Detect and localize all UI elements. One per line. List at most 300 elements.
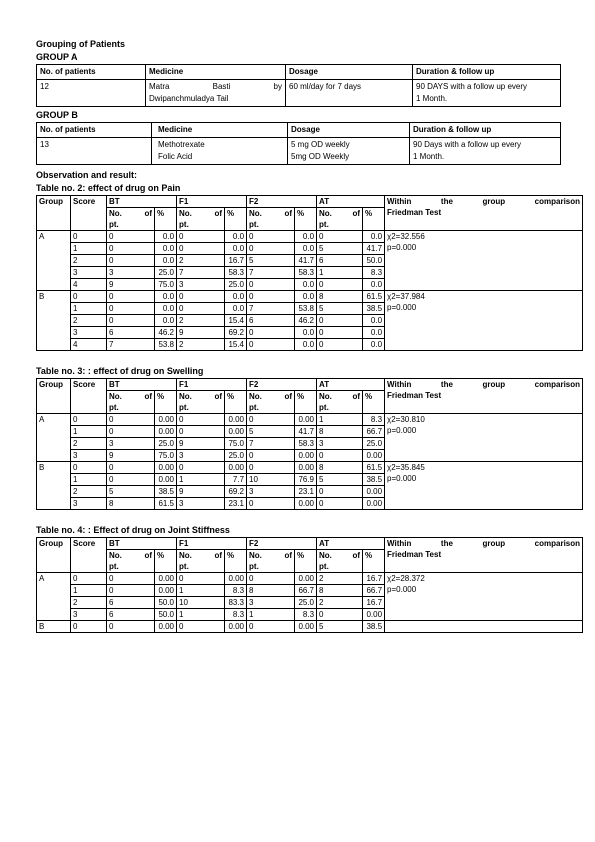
count-cell: 0 — [107, 462, 155, 474]
duration-header: Duration & follow up — [413, 65, 561, 80]
at-header: AT — [317, 379, 385, 391]
duration-header: Duration & follow up — [410, 123, 561, 138]
percent-header: % — [363, 550, 385, 573]
score-cell: 1 — [71, 243, 107, 255]
no-of-label: No. of — [179, 209, 223, 218]
dosage-line-1: 5 mg OD weekly — [291, 140, 350, 149]
percent-cell: 50.0 — [155, 609, 177, 621]
chi-square-value: χ2=28.372 — [387, 574, 425, 583]
percent-cell: 75.0 — [225, 438, 247, 450]
count-cell: 3 — [177, 498, 225, 510]
percent-cell: 0.00 — [155, 462, 177, 474]
patients-header: No. of patients — [37, 123, 152, 138]
percent-cell: 0.0 — [363, 315, 385, 327]
count-cell: 2 — [317, 597, 363, 609]
percent-cell: 75.0 — [155, 450, 177, 462]
group-b-title: GROUP B — [36, 110, 78, 120]
group-a-header-row — [37, 65, 561, 80]
percent-cell: 61.5 — [363, 291, 385, 303]
count-cell: 3 — [107, 438, 155, 450]
percent-cell: 83.3 — [225, 597, 247, 609]
duration-line-2: 1 Month. — [416, 94, 448, 103]
score-cell: 2 — [71, 255, 107, 267]
count-cell: 5 — [317, 303, 363, 315]
percent-cell: 38.5 — [363, 474, 385, 486]
count-cell: 0 — [247, 450, 295, 462]
count-cell: 2 — [177, 255, 225, 267]
bt-header: BT — [107, 538, 177, 550]
percent-cell: 66.7 — [363, 426, 385, 438]
percent-cell: 16.7 — [363, 597, 385, 609]
percent-cell: 0.00 — [363, 450, 385, 462]
count-cell: 0 — [177, 231, 225, 243]
no-of-label: No. of — [179, 551, 223, 560]
duration-line-1: 90 DAYS with a follow up every — [416, 82, 528, 91]
f2-header: F2 — [247, 196, 317, 208]
p-value: p=0.000 — [387, 474, 417, 483]
p-value: p=0.000 — [387, 243, 417, 252]
percent-cell: 0.00 — [225, 462, 247, 474]
bt-header: BT — [107, 379, 177, 391]
count-cell: 0 — [107, 474, 155, 486]
count-cell: 0 — [247, 231, 295, 243]
count-cell: 7 — [107, 339, 155, 351]
count-cell: 0 — [107, 255, 155, 267]
no-of-label: No. of — [249, 551, 293, 560]
count-cell: 5 — [247, 255, 295, 267]
count-cell: 1 — [177, 609, 225, 621]
count-cell: 0 — [247, 327, 295, 339]
count-cell: 9 — [107, 279, 155, 291]
medicine-line-1: Methotrexate — [158, 140, 205, 149]
pt-label: pt. — [249, 562, 259, 571]
percent-cell: 58.3 — [225, 267, 247, 279]
percent-cell: 0.00 — [155, 573, 177, 585]
count-cell: 9 — [107, 450, 155, 462]
dosage-header: Dosage — [286, 65, 413, 80]
count-cell: 8 — [247, 585, 295, 597]
no-of-pt-header — [317, 550, 363, 573]
count-cell: 0 — [317, 279, 363, 291]
table-row — [37, 621, 583, 633]
percent-cell: 16.7 — [363, 573, 385, 585]
score-cell: 1 — [71, 426, 107, 438]
count-cell: 10 — [247, 474, 295, 486]
percent-cell: 69.2 — [225, 327, 247, 339]
friedman-cell — [385, 462, 583, 510]
count-cell: 0 — [107, 414, 155, 426]
count-cell: 0 — [177, 573, 225, 585]
score-header: Score — [71, 538, 107, 573]
count-cell: 3 — [177, 279, 225, 291]
duration-line-2: 1 Month. — [413, 152, 445, 161]
percent-header: % — [225, 391, 247, 414]
percent-cell: 50.0 — [155, 597, 177, 609]
percent-cell: 41.7 — [295, 255, 317, 267]
count-cell: 0 — [317, 609, 363, 621]
count-cell: 9 — [177, 327, 225, 339]
pt-label: pt. — [319, 403, 329, 412]
at-header: AT — [317, 196, 385, 208]
count-cell: 8 — [317, 585, 363, 597]
count-cell: 2 — [317, 573, 363, 585]
table-row — [37, 231, 583, 243]
within-group-label: Within the group comparison — [387, 197, 581, 206]
percent-cell: 0.0 — [363, 231, 385, 243]
percent-cell: 0.0 — [295, 243, 317, 255]
dosage-cell: 60 ml/day for 7 days — [286, 80, 413, 107]
header-row — [37, 379, 583, 391]
count-cell: 0 — [177, 462, 225, 474]
percent-cell: 0.00 — [155, 426, 177, 438]
pt-label: pt. — [249, 403, 259, 412]
count-cell: 9 — [177, 486, 225, 498]
percent-cell: 38.5 — [155, 486, 177, 498]
count-cell: 2 — [177, 339, 225, 351]
count-cell: 0 — [317, 498, 363, 510]
no-of-pt-header — [177, 391, 225, 414]
patients-cell: 12 — [37, 80, 146, 107]
percent-cell: 8.3 — [225, 609, 247, 621]
medicine-cell — [146, 80, 286, 107]
percent-cell: 0.00 — [225, 573, 247, 585]
percent-cell: 25.0 — [225, 279, 247, 291]
within-group-label: Within the group comparison — [387, 539, 581, 548]
within-group-header — [385, 379, 583, 414]
count-cell: 0 — [107, 585, 155, 597]
count-cell: 0 — [107, 231, 155, 243]
pt-label: pt. — [319, 562, 329, 571]
no-of-label: No. of — [179, 392, 223, 401]
medicine-header: Medicine — [152, 123, 288, 138]
group-b-header-row — [37, 123, 561, 138]
percent-cell: 38.5 — [363, 303, 385, 315]
score-cell: 2 — [71, 315, 107, 327]
count-cell: 9 — [177, 438, 225, 450]
count-cell: 0 — [247, 498, 295, 510]
count-cell: 2 — [177, 315, 225, 327]
count-cell: 0 — [247, 462, 295, 474]
chi-square-value: χ2=35.845 — [387, 463, 425, 472]
count-cell: 5 — [317, 474, 363, 486]
f2-header: F2 — [247, 538, 317, 550]
percent-cell: 0.00 — [225, 621, 247, 633]
count-cell: 0 — [177, 414, 225, 426]
count-cell: 0 — [107, 573, 155, 585]
score-cell: 0 — [71, 414, 107, 426]
percent-cell: 0.0 — [225, 231, 247, 243]
percent-cell: 0.0 — [295, 279, 317, 291]
count-cell: 0 — [107, 291, 155, 303]
table-row — [37, 573, 583, 585]
score-header: Score — [71, 379, 107, 414]
count-cell: 0 — [177, 243, 225, 255]
observation-table — [36, 537, 583, 633]
percent-cell: 0.00 — [155, 585, 177, 597]
percent-cell: 41.7 — [363, 243, 385, 255]
percent-cell: 0.00 — [363, 486, 385, 498]
percent-cell: 0.00 — [155, 621, 177, 633]
percent-cell: 8.3 — [225, 585, 247, 597]
duration-line-1: 90 Days with a follow up every — [413, 140, 522, 149]
percent-cell: 58.3 — [295, 267, 317, 279]
no-of-pt-header — [107, 391, 155, 414]
percent-cell: 25.0 — [295, 597, 317, 609]
percent-cell: 0.00 — [363, 609, 385, 621]
count-cell: 3 — [247, 486, 295, 498]
table-row — [37, 462, 583, 474]
count-cell: 3 — [107, 267, 155, 279]
percent-cell: 15.4 — [225, 339, 247, 351]
count-cell: 0 — [247, 279, 295, 291]
percent-header: % — [363, 208, 385, 231]
percent-header: % — [295, 550, 317, 573]
percent-cell: 15.4 — [225, 315, 247, 327]
count-cell: 0 — [107, 243, 155, 255]
grouping-title: Grouping of Patients — [36, 39, 125, 49]
pt-label: pt. — [319, 220, 329, 229]
friedman-cell — [385, 414, 583, 462]
percent-cell: 25.0 — [155, 438, 177, 450]
group-cell: B — [37, 291, 71, 351]
percent-header: % — [155, 550, 177, 573]
count-cell: 0 — [107, 426, 155, 438]
percent-cell: 0.00 — [295, 414, 317, 426]
percent-cell: 8.3 — [363, 414, 385, 426]
within-group-header — [385, 196, 583, 231]
count-cell: 0 — [107, 315, 155, 327]
percent-cell: 0.00 — [295, 621, 317, 633]
score-cell: 3 — [71, 450, 107, 462]
score-cell: 3 — [71, 327, 107, 339]
percent-cell: 25.0 — [155, 267, 177, 279]
count-cell: 8 — [107, 498, 155, 510]
friedman-label: Friedman Test — [387, 208, 442, 217]
patients-header: No. of patients — [37, 65, 146, 80]
percent-cell: 25.0 — [225, 450, 247, 462]
medicine-cell — [152, 138, 288, 165]
count-cell: 6 — [107, 597, 155, 609]
percent-cell: 0.0 — [295, 291, 317, 303]
percent-cell: 46.2 — [155, 327, 177, 339]
score-header: Score — [71, 196, 107, 231]
percent-cell: 0.0 — [363, 327, 385, 339]
no-of-pt-header — [177, 550, 225, 573]
pt-label: pt. — [179, 220, 189, 229]
percent-header: % — [155, 208, 177, 231]
percent-cell: 23.1 — [295, 486, 317, 498]
chi-square-value: χ2=30.810 — [387, 415, 425, 424]
count-cell: 7 — [247, 267, 295, 279]
count-cell: 3 — [247, 597, 295, 609]
score-cell: 4 — [71, 279, 107, 291]
count-cell: 7 — [247, 303, 295, 315]
count-cell: 6 — [317, 255, 363, 267]
medicine-line-1: Matra Basti by — [149, 82, 282, 91]
score-cell: 3 — [71, 609, 107, 621]
bt-header: BT — [107, 196, 177, 208]
percent-header: % — [225, 550, 247, 573]
dosage-line-2: 5mg OD Weekly — [291, 152, 350, 161]
percent-cell: 0.00 — [295, 498, 317, 510]
count-cell: 0 — [247, 573, 295, 585]
table-title: Table no. 4: : Effect of drug on Joint Stiffness — [36, 525, 230, 535]
percent-cell: 0.00 — [225, 426, 247, 438]
count-cell: 1 — [247, 609, 295, 621]
header-row — [37, 196, 583, 208]
count-cell: 0 — [177, 426, 225, 438]
group-cell: A — [37, 414, 71, 462]
count-cell: 3 — [317, 438, 363, 450]
duration-cell — [410, 138, 561, 165]
percent-cell: 61.5 — [363, 462, 385, 474]
table-row — [37, 414, 583, 426]
score-cell: 0 — [71, 462, 107, 474]
percent-cell: 0.00 — [295, 450, 317, 462]
no-of-label: No. of — [319, 551, 361, 560]
count-cell: 8 — [317, 291, 363, 303]
friedman-cell — [385, 573, 583, 621]
count-cell: 5 — [317, 621, 363, 633]
percent-header: % — [225, 208, 247, 231]
count-cell: 1 — [317, 267, 363, 279]
friedman-label: Friedman Test — [387, 550, 442, 559]
percent-cell: 0.0 — [225, 291, 247, 303]
count-cell: 0 — [107, 303, 155, 315]
count-cell: 0 — [247, 621, 295, 633]
no-of-label: No. of — [249, 209, 293, 218]
observation-table — [36, 378, 583, 510]
percent-cell: 0.00 — [295, 573, 317, 585]
percent-cell: 0.00 — [363, 498, 385, 510]
medicine-line-2: Dwipanchmuladya Tail — [149, 94, 229, 103]
percent-cell: 0.0 — [363, 339, 385, 351]
observation-title: Observation and result: — [36, 170, 138, 180]
count-cell: 8 — [317, 426, 363, 438]
friedman-label: Friedman Test — [387, 391, 442, 400]
f1-header: F1 — [177, 196, 247, 208]
percent-header: % — [155, 391, 177, 414]
percent-cell: 0.0 — [295, 231, 317, 243]
percent-header: % — [295, 208, 317, 231]
p-value: p=0.000 — [387, 303, 417, 312]
count-cell: 1 — [177, 474, 225, 486]
percent-cell: 23.1 — [225, 498, 247, 510]
no-of-pt-header — [317, 208, 363, 231]
percent-cell: 53.8 — [295, 303, 317, 315]
dosage-cell — [288, 138, 410, 165]
no-of-pt-header — [107, 208, 155, 231]
pt-label: pt. — [109, 562, 119, 571]
group-a-table — [36, 64, 561, 107]
percent-cell: 58.3 — [295, 438, 317, 450]
count-cell: 1 — [177, 585, 225, 597]
count-cell: 7 — [177, 267, 225, 279]
f1-header: F1 — [177, 538, 247, 550]
count-cell: 8 — [317, 462, 363, 474]
percent-cell: 0.0 — [155, 315, 177, 327]
count-cell: 1 — [317, 414, 363, 426]
p-value: p=0.000 — [387, 585, 417, 594]
friedman-cell — [385, 231, 583, 291]
within-group-label: Within the group comparison — [387, 380, 581, 389]
percent-cell: 0.00 — [155, 414, 177, 426]
count-cell: 6 — [107, 609, 155, 621]
count-cell: 0 — [177, 621, 225, 633]
group-header: Group — [37, 196, 71, 231]
no-of-pt-header — [317, 391, 363, 414]
observation-table — [36, 195, 583, 351]
percent-cell: 0.0 — [155, 303, 177, 315]
score-cell: 1 — [71, 303, 107, 315]
count-cell: 0 — [247, 339, 295, 351]
no-of-label: No. of — [319, 209, 361, 218]
pt-label: pt. — [179, 562, 189, 571]
score-cell: 2 — [71, 597, 107, 609]
count-cell: 0 — [317, 339, 363, 351]
percent-cell: 41.7 — [295, 426, 317, 438]
count-cell: 3 — [177, 450, 225, 462]
no-of-pt-header — [247, 550, 295, 573]
percent-header: % — [295, 391, 317, 414]
p-value: p=0.000 — [387, 426, 417, 435]
percent-cell: 25.0 — [363, 438, 385, 450]
score-cell: 3 — [71, 498, 107, 510]
percent-cell: 0.0 — [225, 303, 247, 315]
f1-header: F1 — [177, 379, 247, 391]
observation-tables — [36, 182, 581, 633]
pt-label: pt. — [109, 220, 119, 229]
no-of-label: No. of — [109, 392, 152, 401]
no-of-pt-header — [107, 550, 155, 573]
percent-cell: 0.0 — [155, 255, 177, 267]
medicine-header: Medicine — [146, 65, 286, 80]
group-b-row — [37, 138, 561, 165]
count-cell: 0 — [317, 450, 363, 462]
medicine-line-2: Folic Acid — [158, 152, 193, 161]
percent-cell: 0.0 — [155, 231, 177, 243]
percent-cell: 8.3 — [363, 267, 385, 279]
percent-cell: 0.0 — [295, 339, 317, 351]
count-cell: 0 — [177, 291, 225, 303]
group-header: Group — [37, 379, 71, 414]
percent-cell: 69.2 — [225, 486, 247, 498]
no-of-label: No. of — [249, 392, 293, 401]
no-of-pt-header — [177, 208, 225, 231]
group-b-table — [36, 122, 561, 165]
count-cell: 0 — [247, 243, 295, 255]
percent-header: % — [363, 391, 385, 414]
count-cell: 5 — [317, 243, 363, 255]
percent-cell: 75.0 — [155, 279, 177, 291]
header-row — [37, 538, 583, 550]
chi-square-value: χ2=37.984 — [387, 292, 425, 301]
count-cell: 0 — [107, 621, 155, 633]
percent-cell: 66.7 — [295, 585, 317, 597]
percent-cell: 0.00 — [155, 474, 177, 486]
count-cell: 0 — [317, 327, 363, 339]
percent-cell: 66.7 — [363, 585, 385, 597]
percent-cell: 0.00 — [295, 462, 317, 474]
count-cell: 0 — [317, 231, 363, 243]
score-cell: 2 — [71, 486, 107, 498]
table-title: Table no. 2: effect of drug on Pain — [36, 183, 181, 193]
no-of-pt-header — [247, 391, 295, 414]
count-cell: 5 — [247, 426, 295, 438]
no-of-label: No. of — [109, 551, 152, 560]
percent-cell: 0.0 — [155, 291, 177, 303]
group-header: Group — [37, 538, 71, 573]
